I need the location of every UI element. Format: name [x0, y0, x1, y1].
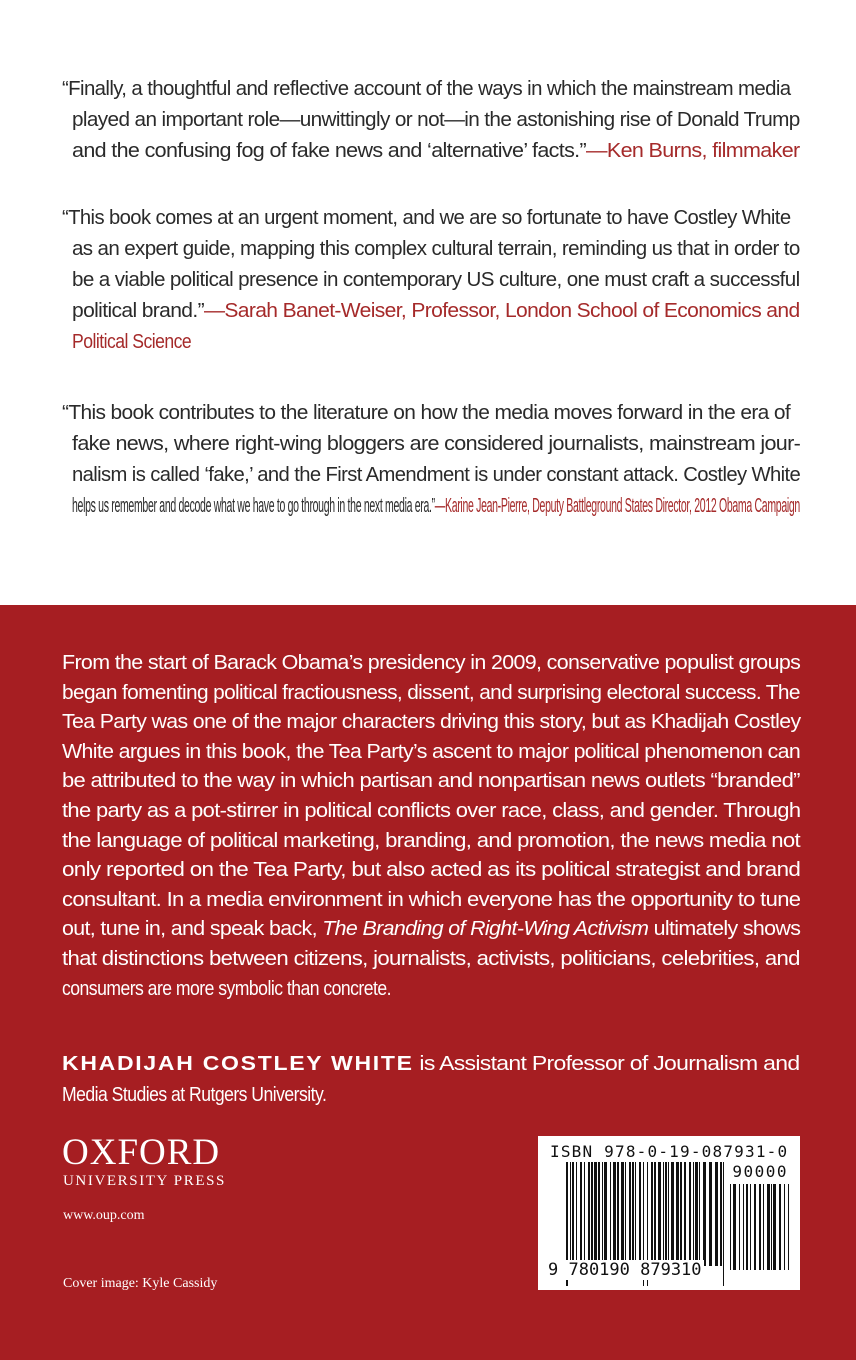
description-line [62, 737, 800, 767]
description-text: White argues in this book, the Tea Party’s ascent to major political phenomenon can [62, 740, 801, 763]
description-line [62, 974, 391, 1004]
barcode-bar [680, 1162, 682, 1266]
description-line [62, 826, 800, 856]
barcode-bar [629, 1162, 631, 1266]
quote-attribution: —Ken Burns, filmmaker [586, 140, 800, 162]
barcode-bar [684, 1162, 686, 1266]
barcode-bar [576, 1162, 577, 1266]
description-text: only reported on the Tea Party, but also acted as its political strategist and brand [62, 859, 801, 882]
quote-text: “Finally, a thoughtful and reflective account of the ways in which the mainstream media [62, 78, 791, 100]
barcode-bar [604, 1162, 607, 1266]
barcode-bar [730, 1184, 731, 1270]
barcode-bar [773, 1184, 776, 1270]
ean-number: 9 780190 879310 [548, 1260, 702, 1280]
description-text: be attributed to the way in which partisan and nonpartisan news outlets “branded” [62, 770, 800, 793]
cover-credit: Cover image: Kyle Cassidy [63, 1276, 218, 1291]
barcode-bar [779, 1184, 781, 1270]
author-bio: Media Studies at Rutgers University. [62, 1084, 327, 1106]
quote-line [72, 491, 800, 521]
barcode-bar [635, 1162, 636, 1266]
barcode-bar [695, 1162, 698, 1266]
publisher-logo-subtitle: UNIVERSITY PRESS [63, 1173, 226, 1189]
quote-text: fake news, where right-wing bloggers are considered journalists, mainstream jour- [72, 433, 801, 455]
barcode-bar [743, 1184, 744, 1270]
barcode-bar [658, 1162, 661, 1266]
isbn-barcode [538, 1136, 800, 1290]
quote-text: as an expert guide, mapping this complex cultural terrain, reminding us that in order to [72, 238, 800, 260]
barcode-bar [632, 1162, 634, 1266]
barcode-bar [750, 1184, 751, 1270]
author-line [62, 1049, 799, 1079]
quote-line [72, 265, 800, 295]
author-line [62, 1080, 326, 1110]
barcode-bar [625, 1162, 626, 1266]
quote-text: political brand.” [72, 300, 204, 322]
barcode-bar [668, 1162, 669, 1266]
quote-text: and the confusing fog of fake news and ‘alternative’ facts.” [72, 140, 587, 162]
barcode-bar [720, 1162, 722, 1266]
barcode-bar [693, 1162, 694, 1266]
description-line [62, 707, 800, 737]
description-text: Tea Party was one of the major characters driving this story, but as Khadijah Costley [62, 711, 801, 734]
barcode-bar [759, 1184, 761, 1270]
quote-line [72, 296, 800, 326]
quote-attribution: —Karine Jean-Pierre, Deputy Battleground States Director, 2012 Obama Campaign [434, 495, 800, 517]
description-line [62, 678, 800, 708]
text-span: consumers are more symbolic than concrete. [62, 977, 391, 1000]
barcode-bar [584, 1162, 585, 1266]
quote-line [72, 234, 800, 264]
publisher-url: www.oup.com [63, 1208, 145, 1223]
barcode-bar [613, 1162, 616, 1266]
text-span: ultimately shows [648, 918, 801, 941]
description-line [62, 914, 800, 944]
barcode-bar [771, 1184, 772, 1270]
quote-attribution: Political Science [72, 331, 192, 353]
barcode-bar [572, 1162, 574, 1266]
barcode-bar [621, 1162, 624, 1266]
description-line [62, 855, 800, 885]
quote-line [72, 105, 800, 135]
barcode-bar [699, 1162, 700, 1266]
barcode-bar [665, 1162, 667, 1266]
quote-text: nalism is called ‘fake,’ and the First Amendment is under constant attack. Costley White [72, 464, 801, 486]
description-line [62, 766, 800, 796]
barcode-bar [588, 1162, 590, 1266]
barcode-bar [598, 1162, 600, 1266]
description-line [62, 796, 800, 826]
author-name: KHADIJAH COSTLEY WHITE [62, 1053, 414, 1075]
description-text: consultant. In a media environment in which everyone has the opportunity to tune [62, 888, 801, 911]
description-text: the language of political marketing, branding, and promotion, the news media not [62, 829, 801, 852]
book-title: The Branding of Right-Wing Activism [322, 918, 649, 941]
quote-line [62, 203, 790, 233]
quote-text: be a viable political presence in contemporary US culture, one must craft a successful [72, 269, 800, 291]
barcode-bar [663, 1162, 664, 1266]
barcode-bar [746, 1184, 748, 1270]
barcode-bar [788, 1184, 789, 1270]
description-line [62, 944, 800, 974]
barcode-bar [591, 1162, 593, 1266]
author-bio: is Assistant Professor of Journalism and [413, 1053, 800, 1075]
barcode-bar [639, 1162, 641, 1266]
quote-line [72, 460, 800, 490]
barcode-bar [617, 1162, 619, 1266]
barcode-bar [784, 1184, 785, 1270]
barcode-bar [676, 1162, 679, 1266]
barcode-bar [763, 1184, 764, 1270]
quote-text: helps us remember and decode what we have to go through in the next media era.” [72, 495, 435, 517]
description-line [62, 648, 800, 678]
barcode-bar [602, 1162, 603, 1266]
barcode-bar [671, 1162, 674, 1266]
quote-text: “This book comes at an urgent moment, and we are so fortunate to have Costley White [62, 207, 791, 229]
publisher-logo: OXFORD [62, 1132, 221, 1173]
quote-line [72, 429, 800, 459]
quote-text: played an important role—unwittingly or not—in the astonishing rise of Donald Trump [72, 109, 800, 131]
barcode-bar [723, 1162, 724, 1286]
barcode-bar [715, 1162, 718, 1266]
description-line [62, 885, 800, 915]
barcode-bar [733, 1184, 736, 1270]
barcode-bar [610, 1162, 611, 1266]
price-code: 90000 [732, 1162, 788, 1181]
barcode-bar [570, 1162, 571, 1266]
description-text: the party as a pot-stirrer in political conflicts over race, class, and gender. Through [62, 800, 801, 822]
barcode-bar [767, 1184, 770, 1270]
barcode-bar [754, 1184, 756, 1270]
description-text: began fomenting political fractiousness, dissent, and surprising electoral success. The [62, 681, 800, 704]
barcode-bar [709, 1162, 712, 1266]
text-span: that distinctions between citizens, journalists, activists, politicians, celebrities, and [62, 948, 800, 970]
quote-line [62, 74, 790, 104]
barcode-bar [739, 1184, 740, 1270]
barcode-bar [580, 1162, 582, 1266]
quote-attribution: —Sarah Banet-Weiser, Professor, London School of Economics and [203, 300, 800, 322]
quote-text: “This book contributes to the literature on how the media moves forward in the era of [62, 402, 791, 424]
quote-line [72, 327, 191, 357]
description-text: From the start of Barack Obama’s presidency in 2009, conservative populist groups [62, 652, 801, 674]
text-span: out, tune in, and speak back, [62, 918, 323, 941]
barcode-bar [703, 1162, 706, 1266]
barcode-bar [651, 1162, 653, 1266]
barcode-bar [654, 1162, 656, 1266]
barcode-bar [689, 1162, 691, 1266]
quote-line [72, 136, 800, 166]
barcode-bar [594, 1162, 597, 1266]
quote-line [62, 398, 790, 428]
isbn-number: ISBN 978-0-19-087931-0 [550, 1142, 789, 1161]
